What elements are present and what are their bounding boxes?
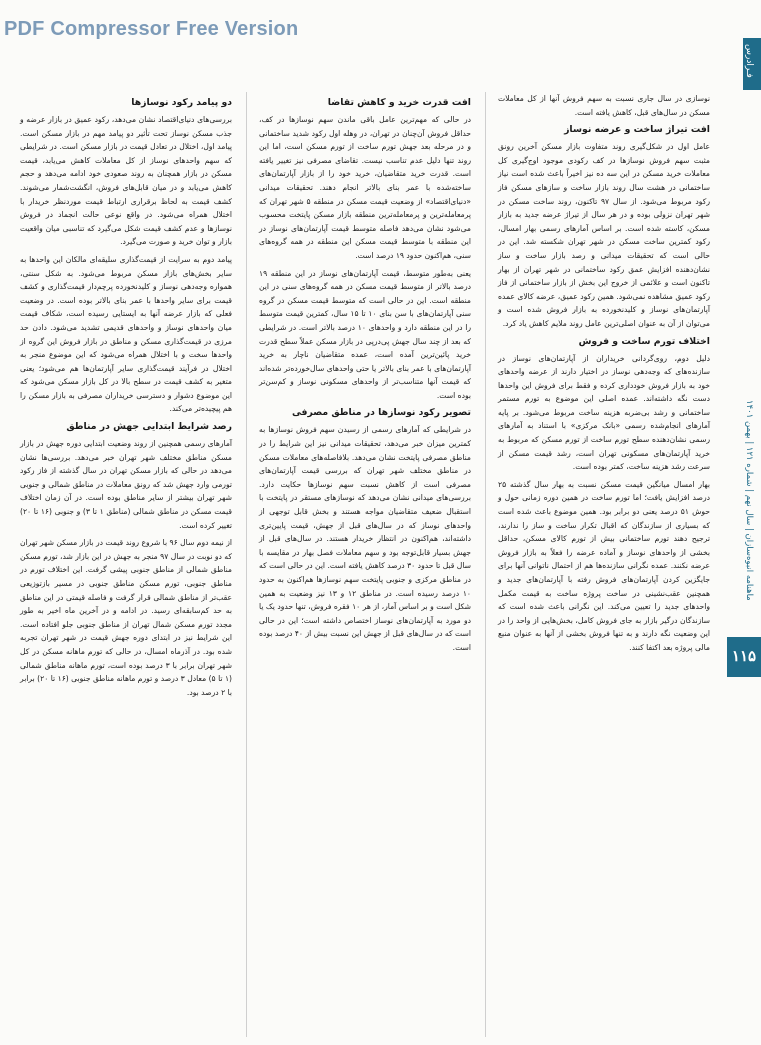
watermark-text: PDF Compressor Free Version [4,18,299,40]
article-body [20,92,710,1037]
section-heading: اختلاف تورم ساخت و فروش [578,335,710,347]
column-middle [259,92,471,1037]
running-title-text: ماهنامه انبوه‌سازان | سال نهم | شماره ۱۲۱ | بهمن ۱۴۰۱ [744,400,754,601]
paragraph: از نیمه دوم سال ۹۶ با شروع روند قیمت در بازار مسکن شهر تهران که دو نوبت در سال ۹۷ منجر به جهش در این بازار شد، تورم مسکن مناطق شمالی از مناطق جنوبی پیشی گرفت. این اختلاف تورم در مناطق جنوبی، تورم مسکن مناطق جنوبی در مسیر بازتوزیعی عقب‌تر از مناطق شمالی قرار گرفت و فاصله قیمتی در این مناطق به حد کم‌سابقه‌ای رسید. در ادامه و در آخرین ماه اخیر به طور مجدد تورم مسکن شمال تهران از مناطق جنوبی جلو افتاده است. این شرایط نیز در ابتدای دوره جهش قیمت در شهر تهران تجربه شده بود. در آذرماه امسال، در حالی که تورم ماهانه مسکن در کل شهر تهران برابر با ۳ درصد بوده است، تورم ماهانه مناطق شمالی (۱ تا ۵) معادل ۳ درصد و تورم ماهانه مناطق جنوبی (۱۶ تا ۲۰) برابر با ۲ درصد بود. [19,538,233,697]
paragraph: بررسی‌های دنیای‌اقتصاد نشان می‌دهد، رکود عمیق در بازار عرضه و جذب مسکن نوساز تحت تأثیر دو پیامد مهم در بازار مسکن است. پیامد اول، اختلال در تعادل قیمت در بازار مسکن است. در شرایطی که سهم واحدهای نوساز از کل معاملات کاهش می‌یابد، قیمت مسکن در بازار همچنان به روند صعودی خود ادامه می‌دهد و حجم کاهش می‌یابد و در میان قابل‌های فروش، انگشت‌شمار می‌شوند. کشف قیمت به لحاظ برقراری ارتباط قیمت موردنظر خریدار با اختلال همراه می‌شود. در واقع نوعی حالت انجماد در فروش نوسازها و عدم کشف قیمت شکل می‌گیرد که تناسبی میان واقعیت بازار و توان خرید و صورت می‌گیرد. [20,115,232,247]
column-right [498,92,710,1037]
section-heading: رصد شرایط ابتدایی جهش در مناطق [66,421,232,433]
column-divider [485,92,486,1037]
paragraph: یعنی به‌طور متوسط، قیمت آپارتمان‌های نوساز در این منطقه ۱۹ درصد بالاتر از متوسط قیمت مسکن در همه گروه‌های سنی در این منطقه است. این در حالی است که متوسط قیمت مسکن در گروه سنی آپارتمان‌های با سن بنای ۱۰ تا ۱۵ سال، کمترین قیمت متوسط را در این منطقه دارد و واحدهای ۱۰ درصد بالاتر است. در شرایطی که بعد از چند سال جهش پی‌درپی در بازار مسکن عملاً سطح قدرت خرید پائین‌ترین آمده است، عمده متقاضیان ناچار به خرید آپارتمان‌های با عمر بنای بالاتر یا حتی واحدهای سال‌خورده‌تر شده‌اند که قیمت آنها متناسب‌تر از واحدهای مسکونی نوساز و کم‌سن‌تر بوده است. [259,268,472,400]
paragraph: بهار امسال میانگین قیمت مسکن نسبت به بهار سال گذشته ۲۵ درصد افزایش یافت؛ اما تورم ساخت در همین دوره زمانی حول و حوش ۵۱ درصد یعنی دو برابر بود. همین موضوع باعث شده است که بسیاری از سازندگان که اقبال تکرار ساخت و ساز را ندارند، ترجیح دهند تورم ساختمانی بیش از تورم کالای مسکن، حداقل بخشی از واحدهای نوساز و آماده عرضه را فعلاً به بازار فروش عرضه نکنند. عمده نگرانی سازنده‌ها هم از احتمال ناتوانی آنها برای جایگزین کردن آپارتمان‌های فروش رفته با آپارتمان‌های جدید و همچنین عقب‌نشینی در ساخت پروژه ساخت به قیمت مکمل واحدهای جدید را تعیین می‌کند. این نگرانی باعث شده است که سازندگان درگیر بازار به جای فروش کامل، بخش‌هایی از واحد را در این وضعیت نگه دارند و به تنها فروش بخشی از آنها به عنوان منبع مالی پروژه بعد اکتفا کنند. [498,479,710,652]
paragraph: آمارهای رسمی همچنین از روند وضعیت ابتدایی دوره جهش در بازار مسکن مناطق مختلف شهر تهران خبر می‌دهد. بررسی‌ها نشان می‌دهد در حالی که بازار مسکن تهران در سال گذشته از فاز رکود تورمی وارد جهش شد که رونق معاملات در مناطق شمالی و جنوبی شهر تهران بیشتر از سایر مناطق بوده است. در آن زمان اختلاف قیمت مسکن در مناطق شمالی (مناطق ۱ تا ۳) و جنوبی (۱۶ تا ۲۰) تغییر کرده است. [20,439,232,530]
paragraph: عامل اول در شکل‌گیری روند متفاوت بازار مسکن آخرین رونق مثبت سهم فروش نوسازها در کف رکودی موجود اوج‌گیری کل معاملات خرید مسکن در این سه ده نیز اخیراً باعث شده است نیاز ساختمانی در هشت سال روند بازار ساخت و سازهای مسکن فاز رکود مربوط می‌شود. از سال ۹۷ تاکنون، روند ساخت مسکن در شهر تهران نزولی بوده و در هر سال از تیراژ عرضه جدید به بازار مسکن، کاسته شده است. بر اساس آمارهای رسمی بهار امسال، رکود کمترین ساخت مسکن در شهر تهران شکسته شد. این در حالی است که تحقیقات میدانی و رصد بازار ساخت و ساز نشان‌دهنده افزایش عمق رکود ساختمانی در شهر تهران از بهار تاکنون است و علائمی از خروج این بخش از بازار ساختمانی از فاز رکود عمیق مشاهده نمی‌شود. همین رکود عمیق، عرضه کالای عمده آپارتمان‌های نوساز و کلیدنخورده به بازار فروش شده است و می‌توان از آن به عنوان اصلی‌ترین عامل روند ملایم کاهش یاد کرد. [498,142,711,328]
section-heading: افت قدرت خرید و کاهش تقاضا [327,97,471,108]
section-heading: دو پیامد رکود نوسازها [131,97,232,108]
paragraph: در حالی که مهم‌ترین عامل باقی ماندن سهم نوسازها در کف، حداقل فروش آن‌چنان در تهران، در وهله اول رکود شدید ساختمانی و در مرحله بعد جهش تورم ساخت از تورم مسکن است، اما این روند تنها دلیل عدم تناسب نیست. تقاضای مصرفی نیز تغییر یافته است. قدرت خرید متقاضیان، خرید خود را از بازار آپارتمان‌های ساخته‌شده با عمر بنای بالاتر انجام دهند. تحقیقات میدانی «دنیای‌اقتصاد» از وضعیت قیمت مسکن در منطقه ۵ شهر تهران که پرمعامله‌ترین و پرمعامله‌ترین منطقه بازار مسکن پایتخت محسوب می‌شود نشان می‌دهد فاصله متوسط قیمت آپارتمان‌های نوساز در این منطقه با متوسط قیمت مسکن این منطقه در همه گروه‌های سنی، هم‌اکنون حدود ۱۹ درصد است. [259,115,471,260]
paragraph: دلیل دوم، روی‌گردانی خریداران از آپارتمان‌های نوساز در سازنده‌های که وجه‌دهی نوساز در اختیار دارند از عرضه واحدهای خود به بازار فروش خودداری کرده و فقط برای فروش این واحدها دست نگه داشته‌اند. عمده اصلی این موضوع به تورم مستمر ساختمانی و رشد بی‌ضربه هزینه ساخت مربوط می‌شود. بر پایه آمارهای انجام‌شده رسمی «بانک مرکزی» با استناد به آمارهای رسمی نشان‌دهنده سطح تورم ساخت از تورم مسکن که مربوط به خرید آپارتمان‌های مسکونی تهران است، رشد قیمت مسکن از سرعت رشد هزینه ساخت، کمتر بوده است. [498,353,710,472]
paragraph: پیامد دوم به سرایت از قیمت‌گذاری سلیقه‌ای مالکان این واحدها به سایر بخش‌های بازار مسکن مربوط می‌شود. به شکل سنتی، همواره وجه‌دهی نوساز و کلیدنخورده پرچم‌دار قیمت‌گذاری و کشف قیمت برای سایر واحدها با عمر بنای بالاتر بوده است. در وضعیت فعلی که بازار عرضه آنها به ایستایی رسیده است، شکاف قیمت میان واحدهای نوساز و واحدهای قدیمی تشدید می‌شود. دادن حد مرزی در قیمت‌گذاری مسکن و مناطق در بازار فروش این گروه از واحدها سخت و با اختلال همراه می‌شود که این موضوع منجر به اختلال در فرآیند قیمت‌گذاری سایر آپارتمان‌ها هم می‌شود؛ یعنی متغیر به کشف قیمت در سطح بالا در کل بازار مسکن می‌شود که این موضوع دشوار و دسترسی خریداران مصرفی به بازار مسکن را هم پیچیده‌تر می‌کند. [20,254,232,414]
paragraph: در شرایطی که آمارهای رسمی از رسیدن سهم فروش نوسازها به کمترین میزان خبر می‌دهد، تحقیقات میدانی نیز این شرایط را در مناطق مصرفی پایتخت نشان می‌دهد. بلافاصله‌های معاملات مسکن در مناطق مختلف شهر تهران که بررسی قیمت آپارتمان‌های مصرفی است از کاهش نسبت سهم نوسازها حکایت دارد. بررسی‌های میدانی نشان می‌دهد که نوسازهای مستقر در پایتخت با استقبال ضعیف متقاضیان مواجه هستند و بخش قابل توجهی از واحدهای نوساز که در سال‌های قبل از جهش، قیمت پایین‌تری داشته‌اند، هم‌اکنون در انتظار خریدار هستند. در سال‌های قبل از جهش بسیار قابل‌توجه بود و سهم معاملات فصل بهار در مقایسه با سال قبل تا حدود ۳۰ درصد کاهش یافته است. این در حالی است که در مناطق مرکزی و جنوبی پایتخت سهم نوسازها هم‌اکنون به حدود ۱۰ درصد رسیده است. در مناطق ۱۲ و ۱۳ نیز وضعیت به همین شکل است و بر اساس آمار، از هر ۱۰ فقره فروش، تنها حدود یک یا دو مورد به آپارتمان‌های نوساز اختصاص داشته است؛ این در حالی است که در سال‌های قبل از جهش این نسبت بیش از ۴۰ درصد بوده است. [259,425,472,652]
paragraph: نوسازی در سال جاری نسبت به سهم فروش آنها از کل معاملات مسکن در سال‌های قبل، کاهش یافته است. [498,94,710,117]
section-tab [743,38,761,90]
column-left [20,92,232,1037]
section-tab-label: فـرادرس [744,44,754,78]
column-divider [246,92,247,1037]
section-heading: افت تیراژ ساخت و عرضه نوساز [564,124,710,136]
section-heading: تصویر رکود نوسازها در مناطق مصرفی [291,407,471,419]
page-number: ۱۱۵ [727,637,761,677]
